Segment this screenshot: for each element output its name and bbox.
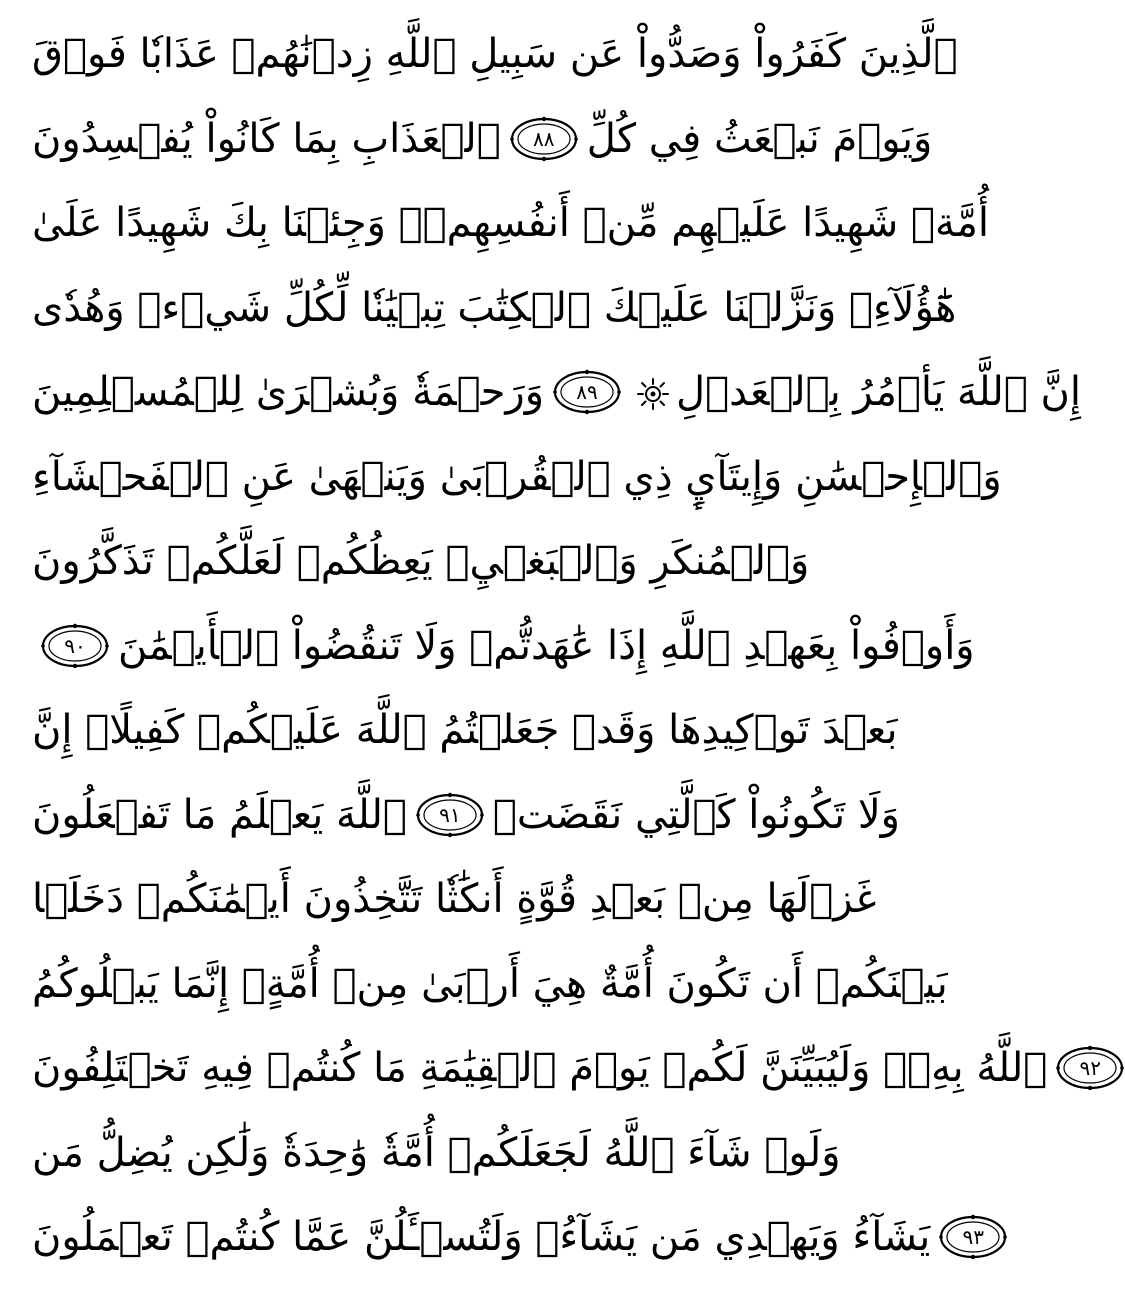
verse-line <box>32 942 948 1027</box>
verse-line <box>32 435 1002 520</box>
verse-text: بَيۡنَكُمۡ أَن تَكُونَ أُمَّةٌ هِيَ أَرۡبَىٰ مِنۡ أُمَّةٍۚ إِنَّمَا يَبۡلُوكُمُ <box>32 960 948 1007</box>
verse-lines <box>32 12 1102 1280</box>
ayah-number-marker <box>40 623 110 669</box>
verse-text: إِنَّ ٱللَّهَ يَأۡمُرُ بِٱلۡعَدۡلِ <box>676 369 1082 416</box>
verse-text: يَشَآءُ وَيَهۡدِي مَن يَشَآءُۚ وَلَتُسۡـَٔلُنَّ عَمَّا كُنتُمۡ تَعۡمَلُونَ <box>32 1214 931 1261</box>
verse-text: وَلَوۡ شَآءَ ٱللَّهُ لَجَعَلَكُمۡ أُمَّةٗ وَٰحِدَةٗ وَلَٰكِن يُضِلُّ مَن <box>32 1129 841 1176</box>
verse-text: ٱلۡعَذَابِ بِمَا كَانُواْ يُفۡسِدُونَ <box>32 115 501 162</box>
ayah-number-marker <box>552 369 622 415</box>
verse-line <box>32 266 957 351</box>
verse-line <box>32 857 877 942</box>
verse-text: أُمَّةٖ شَهِيدًا عَلَيۡهِم مِّنۡ أَنفُسِهِمۡۖ وَجِئۡنَا بِكَ شَهِيدًا عَلَىٰ <box>32 200 989 247</box>
ayah-number-marker <box>938 1214 1008 1260</box>
verse-line <box>32 350 1082 435</box>
ayah-number: ٨٩ <box>576 380 598 405</box>
verse-line <box>32 1026 1102 1111</box>
verse-text: ٱللَّهَ يَعۡلَمُ مَا تَفۡعَلُونَ <box>32 791 407 838</box>
verse-text: غَزۡلَهَا مِنۢ بَعۡدِ قُوَّةٍ أَنكَٰثٗا تَتَّخِذُونَ أَيۡمَٰنَكُمۡ دَخَلَۢا <box>32 876 877 923</box>
ayah-number: ٩٣ <box>962 1225 984 1250</box>
verse-line <box>32 1195 984 1280</box>
verse-line <box>32 12 958 97</box>
verse-text: بَعۡدَ تَوۡكِيدِهَا وَقَدۡ جَعَلۡتُمُ ٱللَّهَ عَلَيۡكُمۡ كَفِيلًاۚ إِنَّ <box>32 707 898 754</box>
verse-text: وَرَحۡمَةٗ وَبُشۡرَىٰ لِلۡمُسۡلِمِينَ <box>32 369 545 416</box>
ayah-number: ٩١ <box>439 802 461 827</box>
verse-line <box>32 688 898 773</box>
verse-text: هَٰٓؤُلَآءِۚ وَنَزَّلۡنَا عَلَيۡكَ ٱلۡكِتَٰبَ تِبۡيَٰنٗا لِّكُلِّ شَيۡءٖ وَهُدٗى <box>32 284 957 331</box>
verse-text: وَأَوۡفُواْ بِعَهۡدِ ٱللَّهِ إِذَا عَٰهَدتُّمۡ وَلَا تَنقُضُواْ ٱلۡأَيۡمَٰنَ <box>118 622 975 669</box>
hizb-marker-icon <box>636 375 670 409</box>
verse-line <box>32 604 975 689</box>
ayah-number: ٨٨ <box>533 126 555 151</box>
verse-text: وَلَا تَكُونُواْ كَٱلَّتِي نَقَضَتۡ <box>492 791 900 838</box>
ayah-number: ٩٠ <box>64 633 86 658</box>
verse-line <box>32 97 933 182</box>
verse-text: وَٱلۡإِحۡسَٰنِ وَإِيتَآيِٕ ذِي ٱلۡقُرۡبَىٰ وَيَنۡهَىٰ عَنِ ٱلۡفَحۡشَآءِ <box>32 453 1002 500</box>
ayah-number-marker <box>1055 1045 1125 1091</box>
verse-line <box>32 181 989 266</box>
ayah-number-marker <box>415 792 485 838</box>
verse-text: ٱللَّهُ بِهِۦۚ وَلَيُبَيِّنَنَّ لَكُمۡ يَوۡمَ ٱلۡقِيَٰمَةِ مَا كُنتُمۡ فِيهِ تَخۡتَلِفُونَ <box>32 1045 1048 1092</box>
verse-text: وَيَوۡمَ نَبۡعَثُ فِي كُلِّ <box>586 115 933 162</box>
verse-line <box>32 773 900 858</box>
ayah-number: ٩٢ <box>1079 1056 1102 1081</box>
verse-text: ٱلَّذِينَ كَفَرُواْ وَصَدُّواْ عَن سَبِيلِ ٱللَّهِ زِدۡنَٰهُمۡ عَذَابٗا فَوۡقَ <box>32 31 958 78</box>
ayah-number-marker <box>509 116 579 162</box>
verse-line <box>32 519 810 604</box>
verse-line <box>32 1111 841 1196</box>
verse-text: وَٱلۡمُنكَرِ وَٱلۡبَغۡيِۚ يَعِظُكُمۡ لَعَلَّكُمۡ تَذَكَّرُونَ <box>32 538 810 585</box>
